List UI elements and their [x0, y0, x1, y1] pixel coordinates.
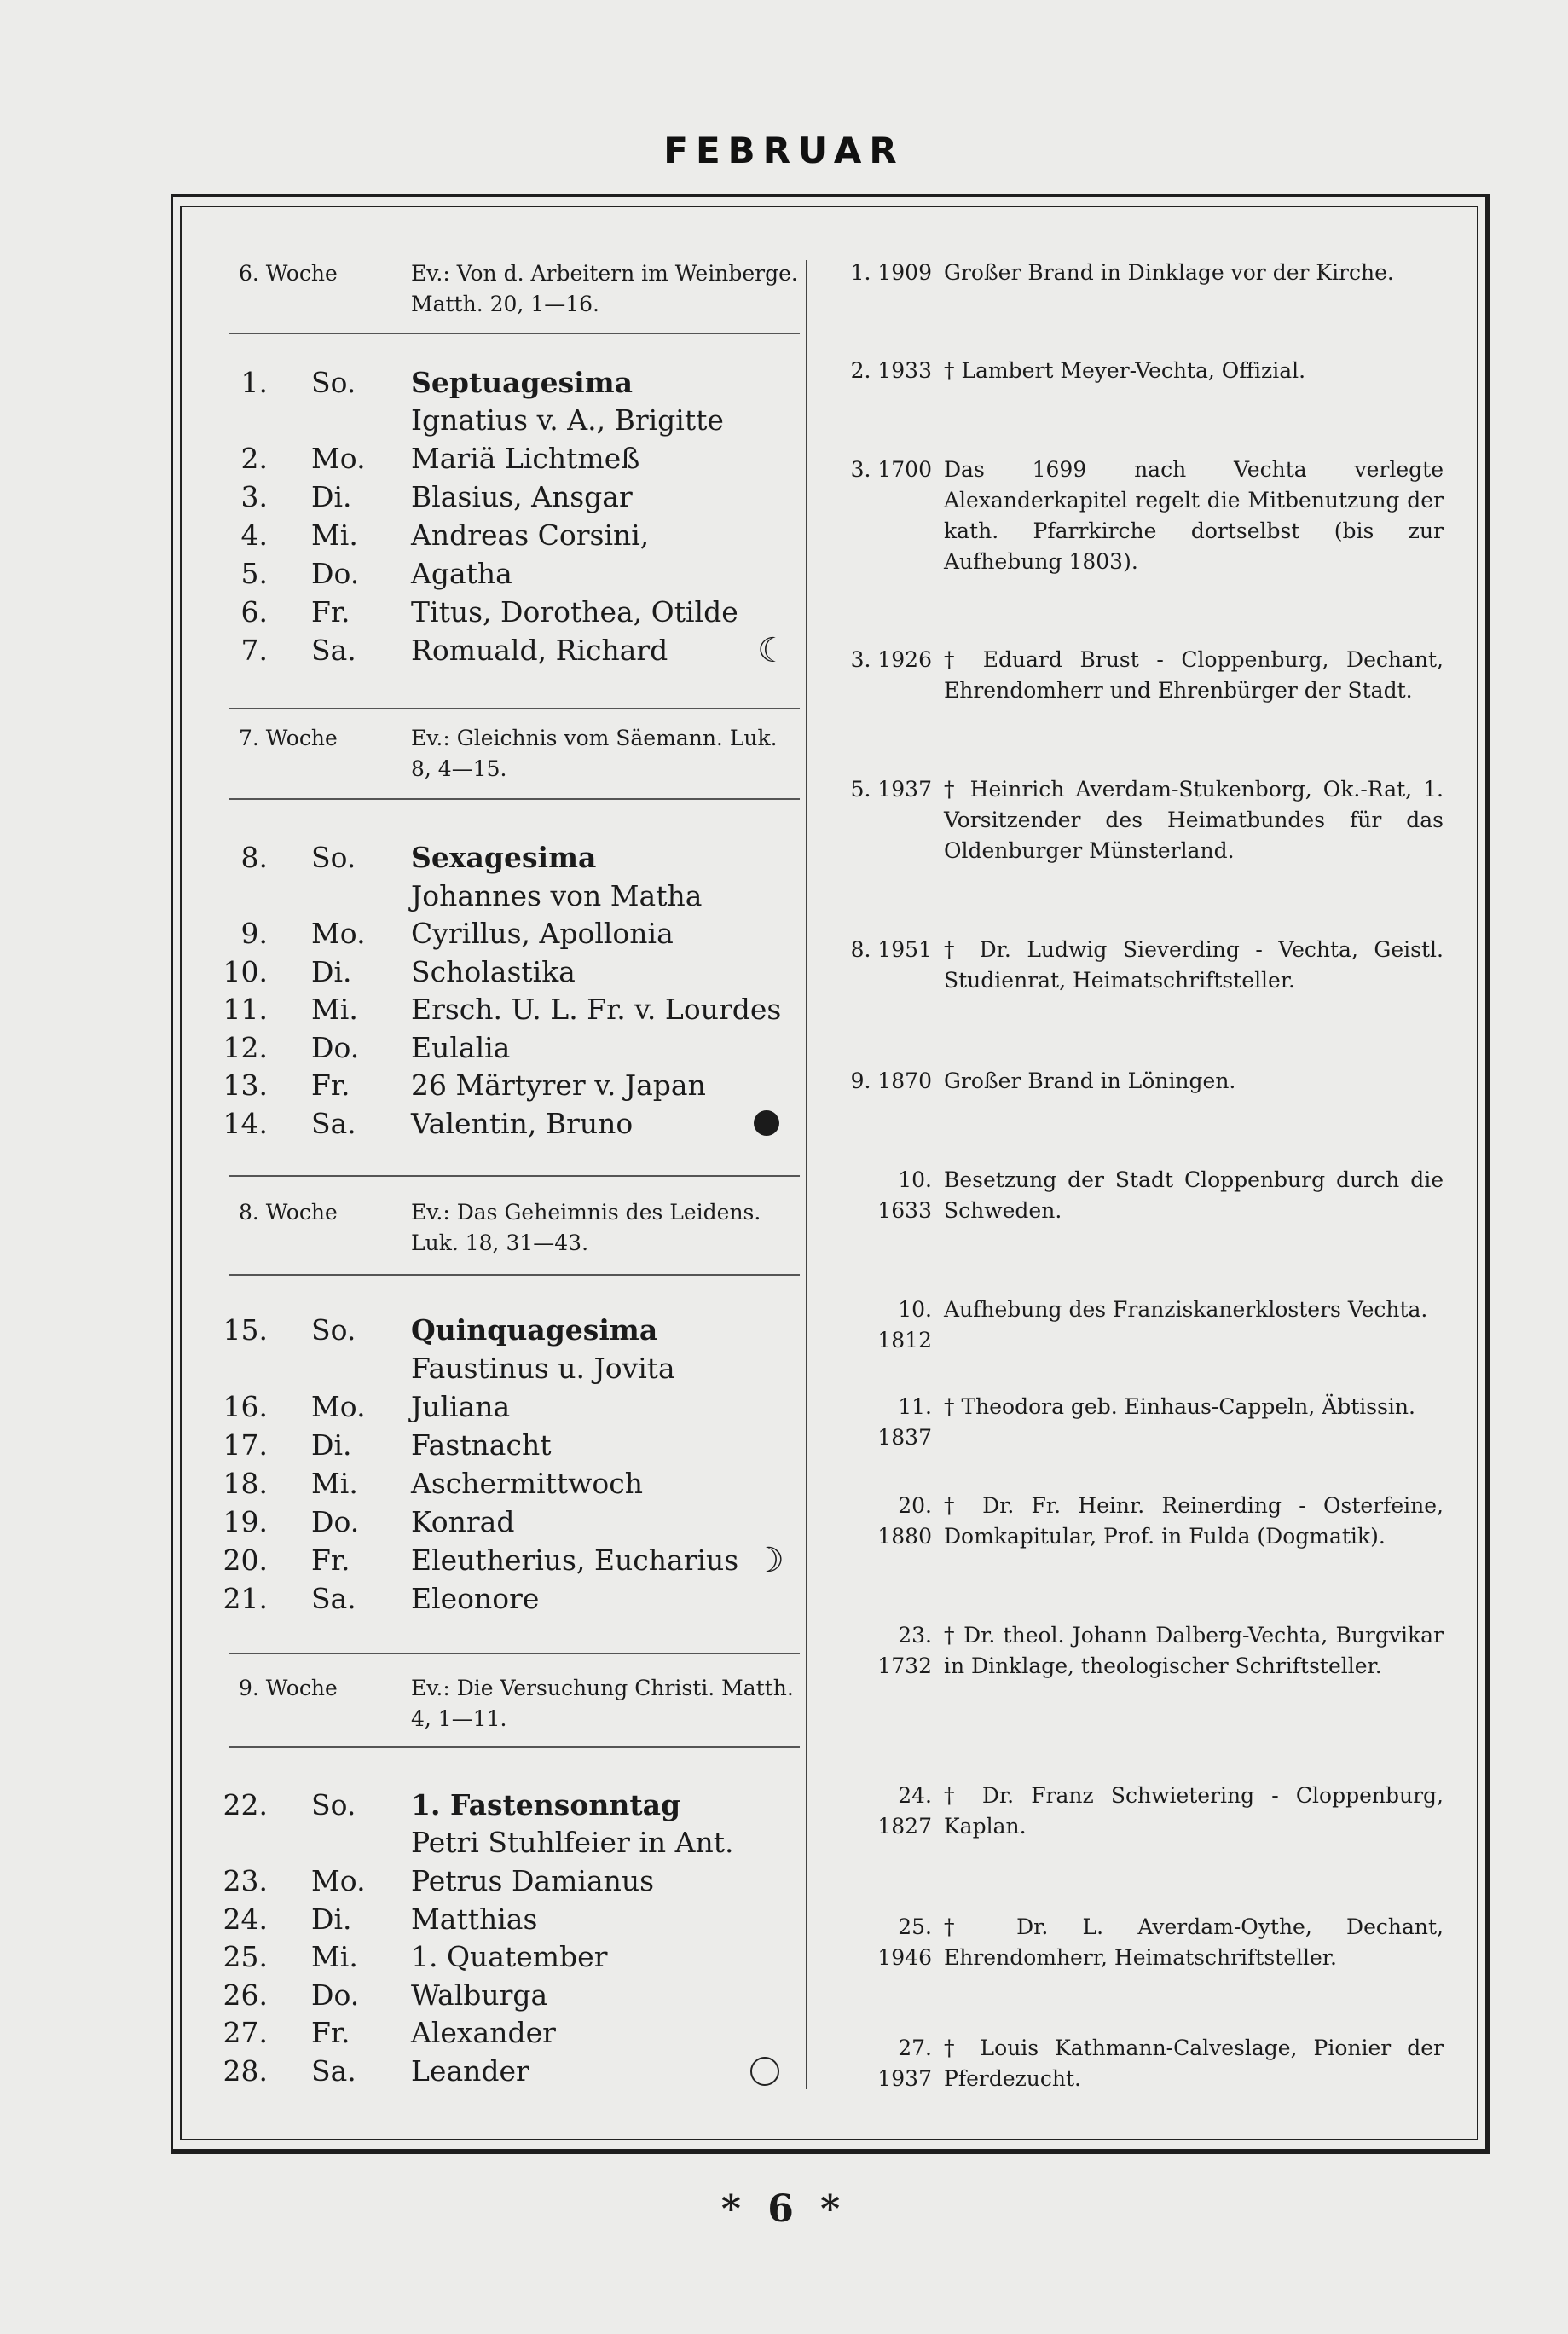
event-date: 25. 1946	[877, 1914, 932, 1970]
day-number: 10.	[223, 955, 268, 988]
day-saints: Mariä Lichtmeß	[411, 442, 640, 475]
day-number: 1.	[240, 366, 268, 399]
day-saints: Romuald, Richard	[411, 634, 668, 667]
day-number: 25.	[223, 1940, 268, 1973]
day-saints: Fastnacht	[411, 1428, 552, 1462]
rule	[229, 1175, 800, 1177]
weekday: So.	[311, 1313, 356, 1347]
event-date: 23. 1732	[877, 1623, 932, 1678]
day-saints: Sexagesima	[411, 841, 597, 874]
day-saints: Alexander	[411, 2016, 556, 2049]
day-saints: Valentin, Bruno	[411, 1107, 634, 1140]
day-saints: Andreas Corsini,	[411, 518, 650, 552]
day-saints: Aschermittwoch	[411, 1467, 644, 1500]
day-saints: Matthias	[411, 1903, 538, 1936]
day-number: 6.	[240, 595, 268, 628]
weekday: So.	[311, 841, 356, 874]
weekday: Mi.	[311, 518, 358, 552]
weekday: Do.	[311, 1505, 360, 1538]
history-entry	[840, 258, 1444, 288]
event-text: † Dr. theol. Johann Dalberg-Vechta, Burgvikar in Dinklage, theologischer Schriftsteller.	[944, 1623, 1444, 1678]
day-saints: Septuagesima	[411, 366, 634, 399]
weekday: Do.	[311, 1978, 360, 2012]
full-moon-icon	[750, 2057, 779, 2086]
event-date: 9. 1870	[850, 1069, 932, 1093]
history-entry	[840, 1620, 1444, 1682]
weekday: Mo.	[311, 442, 366, 475]
week-heading	[239, 258, 801, 318]
week-label: 9. Woche	[239, 1676, 338, 1700]
event-date: 8. 1951	[850, 937, 932, 962]
weekday: Fr.	[311, 595, 350, 628]
column-divider	[806, 260, 807, 2089]
history-entry	[840, 455, 1444, 577]
day-number: 22.	[223, 1788, 268, 1821]
week-label: 8. Woche	[239, 1200, 338, 1225]
day-number: 27.	[223, 2016, 268, 2049]
event-text: † Dr. Franz Schwietering - Cloppenburg, Kaplan.	[944, 1783, 1444, 1839]
day-number: 12.	[223, 1031, 268, 1064]
history-entry	[840, 1066, 1444, 1097]
history-entry	[840, 1781, 1444, 1842]
weekday: Di.	[311, 480, 352, 513]
day-saints: Eulalia	[411, 1031, 511, 1064]
day-saints: Konrad	[411, 1505, 515, 1538]
day-saints: 26 Märtyrer v. Japan	[411, 1069, 706, 1102]
day-number: 24.	[223, 1903, 268, 1936]
event-text: † Louis Kathmann-Calveslage, Pionier der Pferdezucht.	[944, 2036, 1444, 2091]
day-number: 28.	[223, 2054, 268, 2088]
event-text: Besetzung der Stadt Cloppenburg durch die Schweden.	[944, 1167, 1444, 1223]
day-number: 14.	[223, 1107, 268, 1140]
day-number: 5.	[240, 557, 268, 590]
day-saints: Faustinus u. Jovita	[411, 1352, 675, 1385]
day-saints: Titus, Dorothea, Otilde	[411, 595, 738, 628]
day-number: 3.	[240, 480, 268, 513]
history-entry	[840, 1392, 1444, 1450]
day-saints: 1. Quatember	[411, 1940, 608, 1973]
event-text: † Eduard Brust - Cloppenburg, Dechant, Ehrendomherr und Ehrenbürger der Stadt.	[944, 647, 1444, 703]
history-entry	[840, 1491, 1444, 1552]
weekday: Di.	[311, 1903, 352, 1936]
history-entry	[840, 1912, 1444, 1973]
event-date: 10. 1812	[877, 1297, 932, 1352]
history-entry	[840, 356, 1444, 386]
event-text: † Dr. Ludwig Sieverding - Vechta, Geistl. Studienrat, Heimatschriftsteller.	[944, 937, 1444, 993]
day-saints: Agatha	[411, 557, 512, 590]
week-label: 7. Woche	[239, 726, 338, 750]
history-entry	[840, 935, 1444, 996]
weekday: Mi.	[311, 1467, 358, 1500]
weekday: Sa.	[311, 1107, 356, 1140]
event-text: † Theodora geb. Einhaus-Cappeln, Äbtissin.	[944, 1394, 1415, 1419]
event-text: Großer Brand in Löningen.	[944, 1069, 1236, 1093]
weekday: Sa.	[311, 634, 356, 667]
event-text: † Dr. L. Averdam-Oythe, Dechant, Ehrendomherr, Heimatschriftsteller.	[944, 1914, 1444, 1970]
day-number: 4.	[240, 518, 268, 552]
rule	[229, 798, 800, 800]
day-number: 19.	[223, 1505, 268, 1538]
day-saints: Johannes von Matha	[411, 879, 703, 912]
rule	[229, 708, 800, 709]
gospel-reading: Ev.: Die Versuchung Christi. Matth. 4, 1—11.	[411, 1676, 794, 1731]
gospel-reading: Ev.: Von d. Arbeitern im Weinberge. Matth. 20, 1—16.	[411, 261, 798, 316]
weekday: Mi.	[311, 993, 358, 1026]
day-number: 26.	[223, 1978, 268, 2012]
history-entry	[840, 2033, 1444, 2094]
day-saints: Petri Stuhlfeier in Ant.	[411, 1826, 734, 1859]
weekday: Di.	[311, 955, 352, 988]
gospel-reading: Ev.: Das Geheimnis des Leidens. Luk. 18, 31—43.	[411, 1200, 761, 1255]
day-saints: Ersch. U. L. Fr. v. Lourdes	[411, 993, 782, 1026]
history-entry	[840, 1294, 1444, 1352]
first-quarter-moon-icon: ☽	[754, 1541, 784, 1580]
day-saints: Ignatius v. A., Brigitte	[411, 403, 724, 437]
rule	[229, 333, 800, 334]
event-date: 2. 1933	[850, 358, 932, 383]
event-date: 27. 1937	[877, 2036, 932, 2091]
gospel-reading: Ev.: Gleichnis vom Säemann. Luk. 8, 4—15.	[411, 726, 778, 781]
event-text: Das 1699 nach Vechta verlegte Alexanderkapitel regelt die Mitbenutzung der kath. Pfarrkirche dortselbst (bis zur Aufhebung 1803).	[944, 457, 1444, 574]
weekday: Mo.	[311, 1864, 366, 1897]
page-title: FEBRUAR	[663, 130, 905, 171]
weekday: So.	[311, 1788, 356, 1821]
day-saints: Quinquagesima	[411, 1313, 658, 1347]
event-text: † Heinrich Averdam-Stukenborg, Ok.-Rat, 1. Vorsitzender des Heimatbundes für das Oldenburger Münsterland.	[944, 777, 1444, 863]
event-text: Aufhebung des Franziskanerklosters Vechta.	[944, 1297, 1428, 1322]
weekday: Mo.	[311, 1390, 366, 1423]
day-saints: Petrus Damianus	[411, 1864, 655, 1897]
rule	[229, 1653, 800, 1654]
new-moon-icon	[754, 1110, 779, 1136]
weekday: Do.	[311, 1031, 360, 1064]
event-date: 3. 1926	[850, 647, 932, 672]
day-number: 21.	[223, 1582, 268, 1615]
event-date: 5. 1937	[850, 777, 932, 802]
event-text: † Lambert Meyer-Vechta, Offizial.	[944, 358, 1306, 383]
day-saints: 1. Fastensonntag	[411, 1788, 681, 1821]
week-heading	[239, 1197, 801, 1257]
day-number: 7.	[240, 634, 268, 667]
day-saints: Eleutherius, Eucharius	[411, 1543, 739, 1577]
day-number: 17.	[223, 1428, 268, 1462]
week-heading	[239, 1673, 801, 1733]
rule	[229, 1746, 800, 1748]
event-text: Großer Brand in Dinklage vor der Kirche.	[944, 260, 1394, 285]
day-number: 20.	[223, 1543, 268, 1577]
event-date: 1. 1909	[850, 260, 932, 285]
week-label: 6. Woche	[239, 261, 338, 286]
day-saints: Blasius, Ansgar	[411, 480, 633, 513]
event-date: 10. 1633	[877, 1167, 932, 1223]
page-number: * 6 *	[720, 2187, 848, 2231]
day-number: 18.	[223, 1467, 268, 1500]
history-entry	[840, 1165, 1444, 1226]
weekday: So.	[311, 366, 356, 399]
day-saints: Juliana	[411, 1390, 511, 1423]
weekday: Sa.	[311, 1582, 356, 1615]
event-date: 3. 1700	[850, 457, 932, 482]
event-date: 24. 1827	[877, 1783, 932, 1839]
weekday: Fr.	[311, 2016, 350, 2049]
weekday: Fr.	[311, 1069, 350, 1102]
day-number: 13.	[223, 1069, 268, 1102]
day-saints: Leander	[411, 2054, 529, 2088]
event-text: † Dr. Fr. Heinr. Reinerding - Osterfeine, Domkapitular, Prof. in Fulda (Dogmatik).	[944, 1493, 1444, 1549]
history-entry	[840, 645, 1444, 706]
event-date: 20. 1880	[877, 1493, 932, 1549]
last-quarter-moon-icon: ☾	[757, 631, 788, 670]
day-number: 23.	[223, 1864, 268, 1897]
day-number: 16.	[223, 1390, 268, 1423]
rule	[229, 1274, 800, 1276]
day-number: 15.	[223, 1313, 268, 1347]
event-date: 11. 1837	[877, 1394, 932, 1450]
day-number: 9.	[240, 917, 268, 950]
day-saints: Walburga	[411, 1978, 548, 2012]
weekday: Mo.	[311, 917, 366, 950]
day-number: 2.	[240, 442, 268, 475]
day-number: 11.	[223, 993, 268, 1026]
weekday: Fr.	[311, 1543, 350, 1577]
day-number: 8.	[240, 841, 268, 874]
weekday: Do.	[311, 557, 360, 590]
day-saints: Eleonore	[411, 1582, 540, 1615]
week-heading	[239, 723, 801, 783]
history-entry	[840, 774, 1444, 866]
weekday: Di.	[311, 1428, 352, 1462]
weekday: Mi.	[311, 1940, 358, 1973]
day-saints: Cyrillus, Apollonia	[411, 917, 674, 950]
weekday: Sa.	[311, 2054, 356, 2088]
day-saints: Scholastika	[411, 955, 576, 988]
